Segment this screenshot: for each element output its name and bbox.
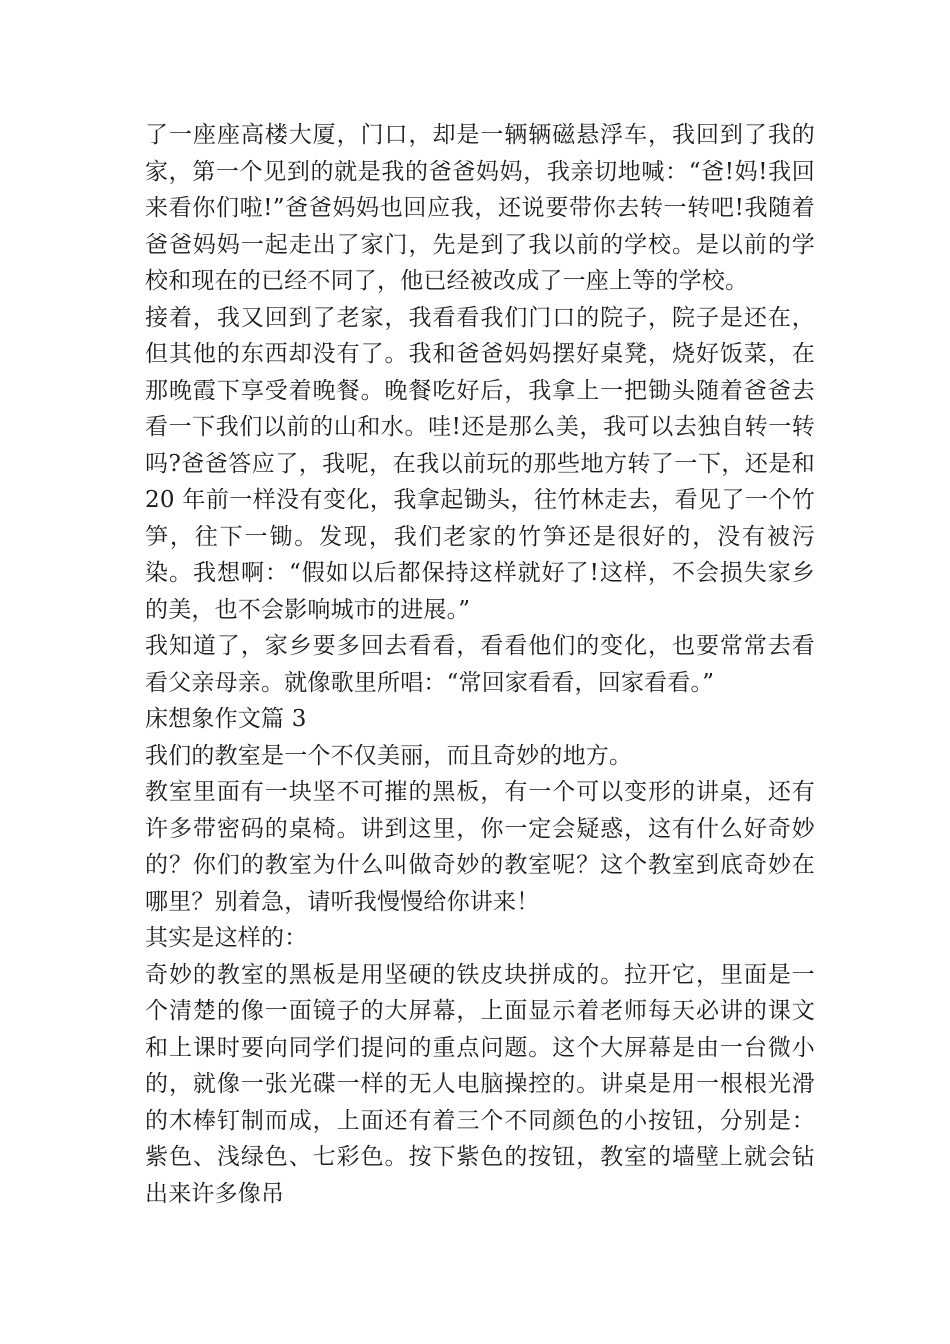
paragraph: 其实是这样的： xyxy=(145,925,308,951)
paragraph: 了一座座高楼大厦，门口，却是一辆辆磁悬浮车，我回到了我的家，第一个见到的就是我的爸爸妈妈，我亲切地喊：“爸!妈!我回来看你们啦!”爸爸妈妈也回应我，还说要带你去转一转吧!我随着爸爸妈妈一起走出了家门，先是到了我以前的学校。是以前的学校和现在的已经不同了，他已经被改成了一座上等的学校。 xyxy=(145,122,815,294)
document-body xyxy=(145,117,815,1212)
paragraph: 我知道了，家乡要多回去看看，看看他们的变化，也要常常去看看父亲母亲。就像歌里所唱：“常回家看看，回家看看。” xyxy=(145,633,815,696)
paragraph: 奇妙的教室的黑板是用坚硬的铁皮块拼成的。拉开它，里面是一个清楚的像一面镜子的大屏幕，上面显示着老师每天必讲的课文和上课时要向同学们提问的重点问题。这个大屏幕是由一台微小的，就像一张光碟一样的无人电脑操控的。讲桌是用一根根光滑的木棒钉制而成，上面还有着三个不同颜色的小按钮，分别是：紫色、浅绿色、七彩色。按下紫色的按钮，教室的墙壁上就会钻出来许多像吊 xyxy=(145,961,815,1207)
paragraph: 我们的教室是一个不仅美丽，而且奇妙的地方。 xyxy=(145,742,633,769)
paragraph: 教室里面有一块坚不可摧的黑板，有一个可以变形的讲桌，还有许多带密码的桌椅。讲到这里，你一定会疑惑，这有什么好奇妙的？你们的教室为什么叫做奇妙的教室呢？这个教室到底奇妙在哪里？别着急，请听我慢慢给你讲来！ xyxy=(145,779,815,915)
paragraph: 接着，我又回到了老家，我看看我们门口的院子，院子是还在，但其他的东西却没有了。我和爸爸妈妈摆好桌凳，烧好饭菜，在那晚霞下享受着晚餐。晚餐吃好后，我拿上一把锄头随着爸爸去看一下我们以前的山和水。哇!还是那么美，我可以去独自转一转吗?爸爸答应了，我呢，在我以前玩的那些地方转了一下，还是和 20 年前一样没有变化，我拿起锄头，往竹林走去，看见了一个竹笋，往下一锄。发现，我们老家的竹笋还是很好的，没有被污染。我想啊：“假如以后都保持这样就好了!这样，不会损失家乡的美，也不会影响城市的进展。” xyxy=(145,304,815,623)
section-heading: 床想象作文篇 3 xyxy=(145,706,307,732)
